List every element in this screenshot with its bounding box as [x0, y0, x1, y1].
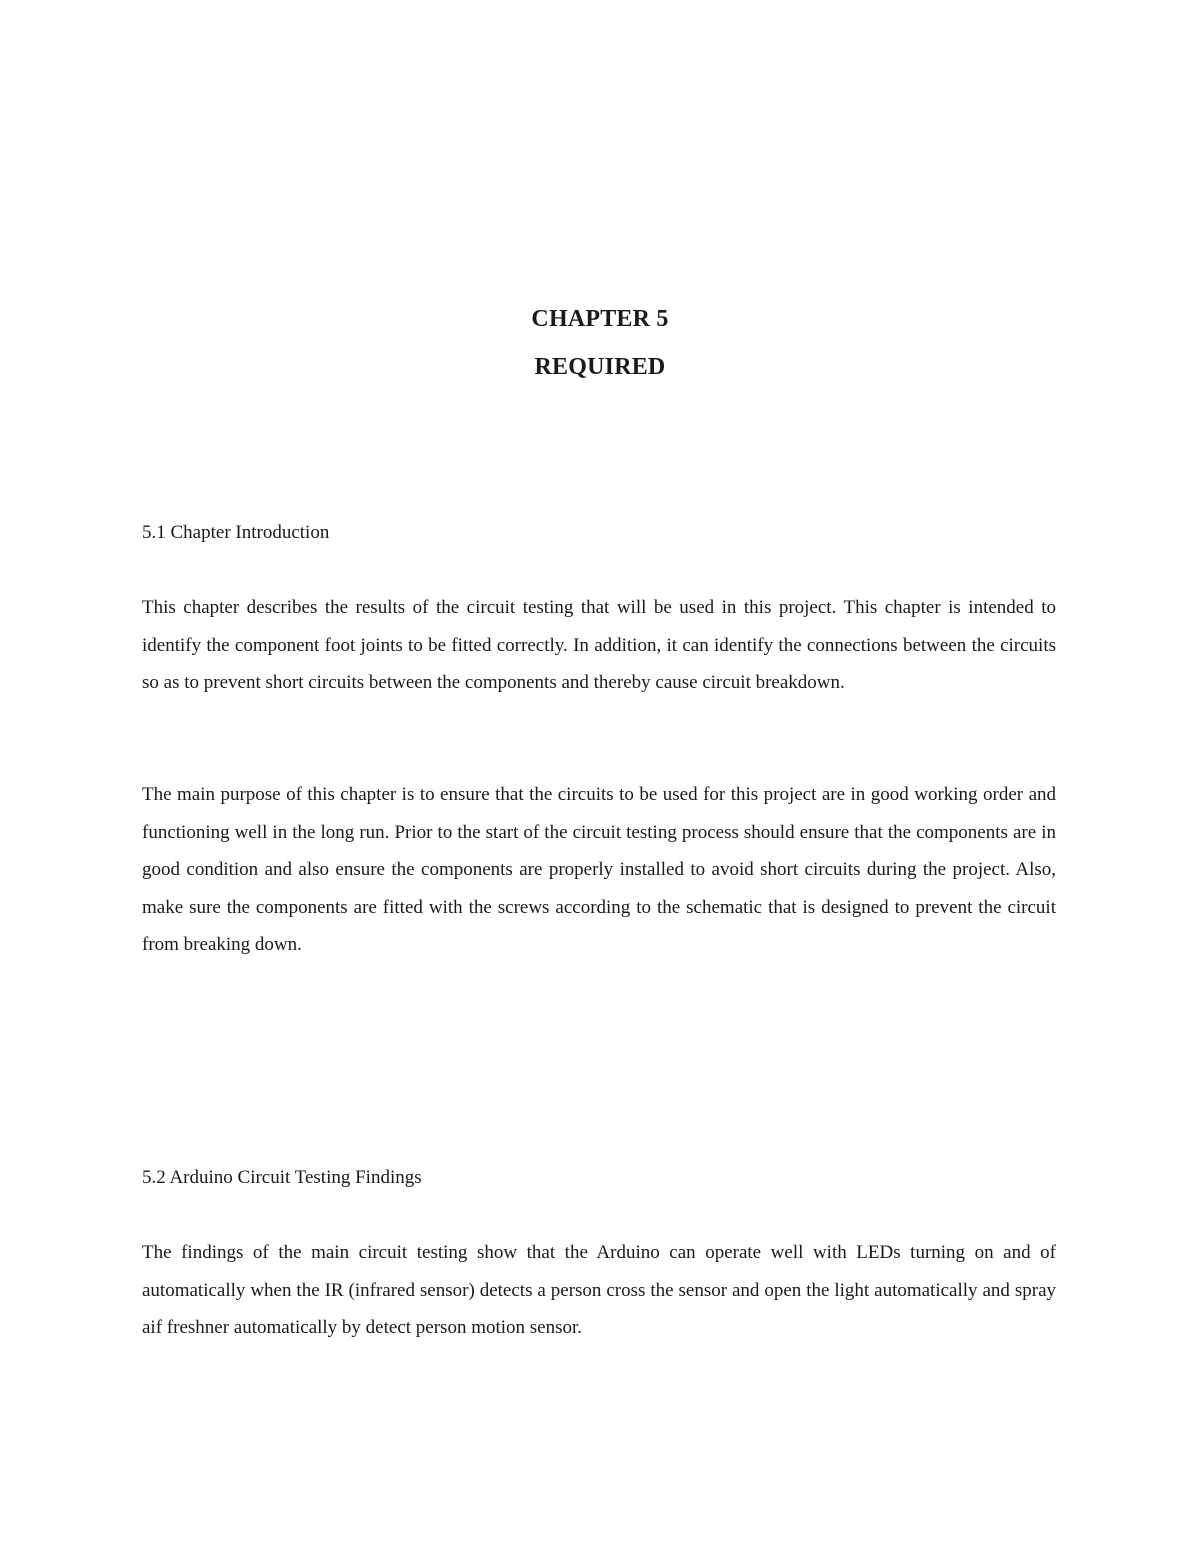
- chapter-title: REQUIRED: [534, 354, 666, 380]
- paragraph: The main purpose of this chapter is to ensure that the circuits to be used for this project are in good working order and functioning well in the long run. Prior to the start of the circuit testing process should ensure that the components are in good condition and also ensure the components are properly installed to avoid short circuits during the project. Also, make sure the components are fitted with the screws according to the schematic that is designed to prevent the circuit from breaking down.: [142, 784, 1056, 955]
- paragraph: This chapter describes the results of the circuit testing that will be used in this project. This chapter is intended to identify the component foot joints to be fitted correctly. In addition, it can identify the connections between the circuits so as to prevent short circuits between the components and thereby cause circuit breakdown.: [142, 597, 1056, 693]
- chapter-number: CHAPTER 5: [531, 306, 669, 332]
- paragraph: The findings of the main circuit testing show that the Arduino can operate well with LEDs turning on and of automatically when the IR (infrared sensor) detects a person cross the sensor and open the light automatically and spray aif freshner automatically by detect person motion sensor.: [142, 1242, 1056, 1338]
- section-heading-5-1: 5.1 Chapter Introduction: [142, 522, 330, 543]
- section-heading-5-2: 5.2 Arduino Circuit Testing Findings: [142, 1167, 422, 1188]
